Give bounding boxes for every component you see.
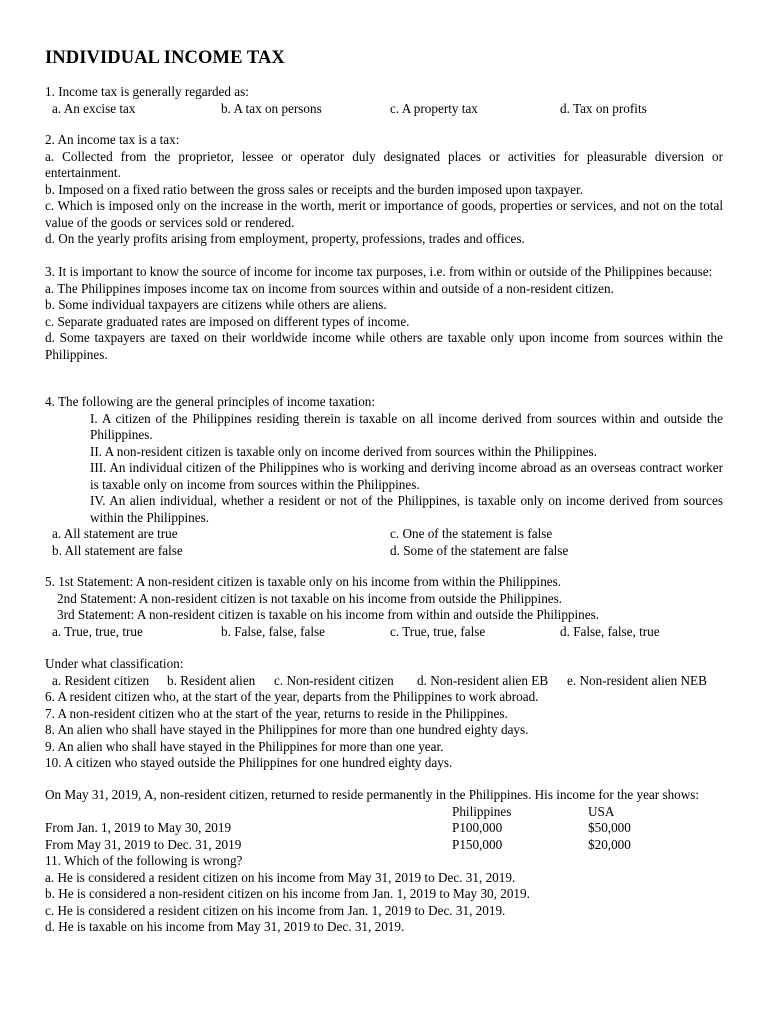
question-text: 4. The following are the general principles of income taxation: xyxy=(45,394,376,409)
choice: c. A property tax xyxy=(390,100,478,116)
choice: c. One of the statement is false xyxy=(390,526,553,541)
choice: d. Some of the statement are false xyxy=(390,542,569,558)
choice-row xyxy=(45,624,723,641)
statement: III. An individual citizen of the Philippines who is working and deriving income abroad as an overseas contract worker is taxable only on income from sources within the Philippines. xyxy=(90,460,723,492)
choice: a. True, true, true xyxy=(52,623,143,639)
question-text: 1. Income tax is generally regarded as: xyxy=(45,84,249,99)
section-heading: Under what classification: xyxy=(45,656,184,671)
option: a. Resident citizen xyxy=(52,672,150,688)
statement: IV. An alien individual, whether a resident or not of the Philippines, is taxable only on income derived from sources within the Philippines. xyxy=(90,493,723,525)
choice: a. The Philippines imposes income tax on income from sources within and outside of a non-resident citizen. xyxy=(45,280,614,296)
statement: 3rd Statement: A non-resident citizen is taxable on his income from within and outside the Philippines. xyxy=(57,607,600,622)
item: 8. An alien who shall have stayed in the Philippines for more than one hundred eighty days. xyxy=(45,722,529,737)
option: e. Non-resident alien NEB xyxy=(567,672,707,688)
page-title: INDIVIDUAL INCOME TAX xyxy=(45,48,285,68)
choice: c. He is considered a resident citizen on his income from Jan. 1, 2019 to Dec. 31, 2019. xyxy=(45,902,506,918)
choice: d. False, false, true xyxy=(560,623,660,639)
option: d. Non-resident alien EB xyxy=(417,672,549,688)
period-cell: From Jan. 1, 2019 to May 30, 2019 xyxy=(45,820,232,835)
classification-section xyxy=(45,656,723,772)
statement: 2nd Statement: A non-resident citizen is not taxable on his income from outside the Philippines. xyxy=(57,590,563,606)
choice: d. He is taxable on his income from May 31, 2019 to Dec. 31, 2019. xyxy=(45,919,405,934)
question-2 xyxy=(45,132,723,248)
column-header: Philippines xyxy=(452,803,512,819)
choice-row xyxy=(45,543,723,560)
choice: a. An excise tax xyxy=(52,100,136,116)
option-row xyxy=(45,673,723,690)
option: c. Non-resident citizen xyxy=(274,672,394,688)
choice: a. He is considered a resident citizen on his income from May 31, 2019 to Dec. 31, 2019. xyxy=(45,869,516,885)
statement: 5. 1st Statement: A non-resident citizen is taxable only on his income from within the Philippines. xyxy=(45,574,562,589)
question-1 xyxy=(45,84,723,117)
question-text: 11. Which of the following is wrong? xyxy=(45,853,243,868)
choice: b. Some individual taxpayers are citizens while others are aliens. xyxy=(45,297,387,312)
choice: b. False, false, false xyxy=(221,623,325,639)
option: b. Resident alien xyxy=(167,672,256,688)
question-3 xyxy=(45,264,723,363)
philippines-cell: P100,000 xyxy=(452,820,503,835)
table-row xyxy=(45,837,723,854)
choice: c. Which is imposed only on the increase in the worth, merit or importance of goods, properties or services, and not on the total value of the goods or services sold or rendered. xyxy=(45,198,723,230)
choice: a. All statement are true xyxy=(52,526,178,541)
statement: II. A non-resident citizen is taxable only on income derived from sources within the Philippines. xyxy=(90,443,597,459)
choice: c. Separate graduated rates are imposed on different types of income. xyxy=(45,313,410,329)
usa-cell: $50,000 xyxy=(588,820,631,835)
choice: d. Tax on profits xyxy=(560,100,647,116)
question-4 xyxy=(45,394,723,559)
table-row xyxy=(45,820,723,837)
choice: d. On the yearly profits arising from employment, property, professions, trades and offices. xyxy=(45,231,525,246)
choice: c. True, true, false xyxy=(390,623,486,639)
question-text: 2. An income tax is a tax: xyxy=(45,132,180,147)
choice: d. Some taxpayers are taxed on their worldwide income while others are taxable only upon income from sources within the Philippines. xyxy=(45,330,723,362)
item: 6. A resident citizen who, at the start of the year, departs from the Philippines to work abroad. xyxy=(45,689,539,704)
item: 9. An alien who shall have stayed in the Philippines for more than one year. xyxy=(45,738,444,754)
period-cell: From May 31, 2019 to Dec. 31, 2019 xyxy=(45,836,242,852)
column-header: USA xyxy=(588,803,615,819)
item: 7. A non-resident citizen who at the start of the year, returns to reside in the Philippines. xyxy=(45,705,508,721)
choice: b. A tax on persons xyxy=(221,100,322,116)
question-5 xyxy=(45,574,723,640)
item: 10. A citizen who stayed outside the Philippines for one hundred eighty days. xyxy=(45,755,453,770)
case-intro: On May 31, 2019, A, non-resident citizen, returned to reside permanently in the Philippines. His income for the year shows: xyxy=(45,787,700,802)
case-section xyxy=(45,787,723,936)
choice-row xyxy=(45,526,723,543)
choice: b. He is considered a non-resident citizen on his income from Jan. 1, 2019 to May 30, 2019. xyxy=(45,886,530,901)
philippines-cell: P150,000 xyxy=(452,836,503,852)
table-header xyxy=(45,804,723,821)
question-text: 3. It is important to know the source of income for income tax purposes, i.e. from within or outside of the Philippines because: xyxy=(45,264,713,279)
usa-cell: $20,000 xyxy=(588,836,631,852)
choice: b. All statement are false xyxy=(52,542,183,558)
choice-row xyxy=(45,101,723,118)
statement: I. A citizen of the Philippines residing therein is taxable on all income derived from sources within and outside the Philippines. xyxy=(90,410,723,442)
choice: b. Imposed on a fixed ratio between the gross sales or receipts and the burden imposed upon taxpayer. xyxy=(45,181,583,197)
choice: a. Collected from the proprietor, lessee or operator duly designated places or activities for pleasurable diversion or entertainment. xyxy=(45,148,723,180)
